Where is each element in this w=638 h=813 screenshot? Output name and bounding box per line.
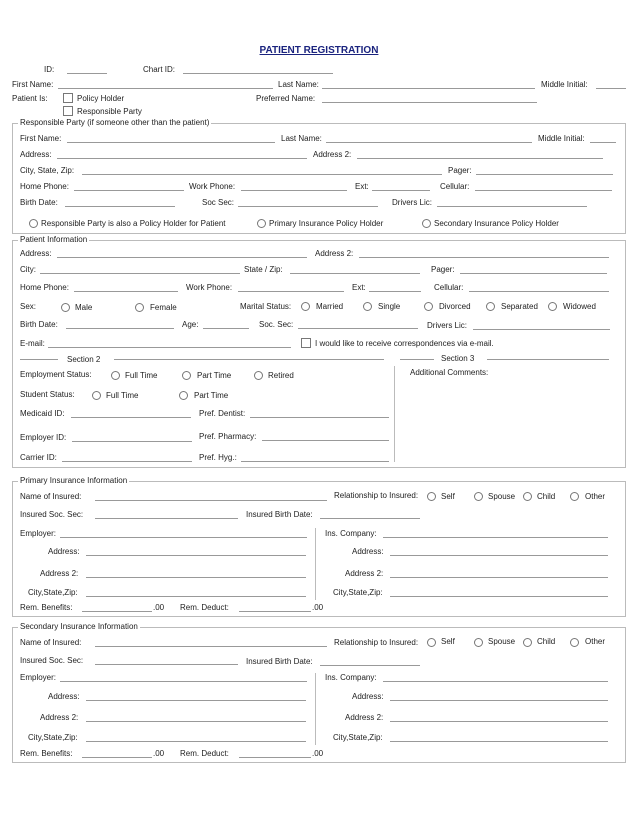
emp-part-time-label: Part Time bbox=[197, 371, 232, 380]
secondary-insurance-section bbox=[12, 627, 626, 763]
sec-other-radio[interactable] bbox=[570, 638, 579, 647]
rp-primary-holder-option: Primary Insurance Policy Holder bbox=[269, 219, 384, 228]
rp-first-name-field[interactable] bbox=[67, 142, 275, 143]
section2-label: Section 2 bbox=[67, 355, 101, 364]
middle-initial-field[interactable] bbox=[596, 88, 626, 89]
emp-part-time-radio[interactable] bbox=[182, 371, 191, 380]
pri-rem-deduct-label: Rem. Deduct: bbox=[180, 603, 229, 612]
pri-birth-field[interactable] bbox=[320, 518, 420, 519]
pri-self-radio[interactable] bbox=[427, 492, 436, 501]
sec-ins-address2-label: Address 2: bbox=[345, 713, 384, 722]
sec-other-label: Other bbox=[585, 637, 606, 646]
pri-address-label: Address: bbox=[48, 547, 80, 556]
rp-middle-initial-field[interactable] bbox=[590, 142, 616, 143]
sec-address2-field[interactable] bbox=[86, 721, 306, 722]
sec-birth-field[interactable] bbox=[320, 665, 420, 666]
rp-home-phone-field[interactable] bbox=[74, 190, 184, 191]
sec-employer-field[interactable] bbox=[60, 681, 307, 682]
section2-rule-left bbox=[20, 359, 58, 360]
pri-name-insured-label: Name of Insured: bbox=[20, 492, 82, 501]
pri-birth-label: Insured Birth Date: bbox=[246, 510, 313, 519]
rp-pager-label: Pager: bbox=[448, 166, 472, 175]
pri-soc-sec-field[interactable] bbox=[95, 518, 238, 519]
pt-ext-field[interactable] bbox=[369, 291, 421, 292]
pt-work-phone-label: Work Phone: bbox=[186, 283, 233, 292]
section2-rule-right bbox=[114, 359, 384, 360]
rp-work-phone-label: Work Phone: bbox=[189, 182, 236, 191]
sec-rem-benefits-label: Rem. Benefits: bbox=[20, 749, 73, 758]
pri-rem-benefits-field[interactable] bbox=[82, 611, 152, 612]
pt-address2-label: Address 2: bbox=[315, 249, 354, 258]
stu-part-time-radio[interactable] bbox=[179, 391, 188, 400]
pref-dentist-label: Pref. Dentist: bbox=[199, 409, 246, 418]
widowed-label: Widowed bbox=[563, 302, 596, 311]
pref-dentist-field[interactable] bbox=[250, 417, 389, 418]
pt-address-label: Address: bbox=[20, 249, 52, 258]
pref-hyg-label: Pref. Hyg.: bbox=[199, 453, 237, 462]
rp-city-label: City, State, Zip: bbox=[20, 166, 75, 175]
male-radio[interactable] bbox=[61, 303, 70, 312]
divorced-radio[interactable] bbox=[424, 302, 433, 311]
chart-id-label: Chart ID: bbox=[143, 65, 176, 74]
sec-name-insured-field[interactable] bbox=[95, 646, 327, 647]
employment-status-label: Employment Status: bbox=[20, 370, 92, 379]
sec-ins-company-label: Ins. Company: bbox=[325, 673, 377, 682]
last-name-field[interactable] bbox=[322, 88, 535, 89]
first-name-label: First Name: bbox=[12, 80, 54, 89]
sec-birth-label: Insured Birth Date: bbox=[246, 657, 313, 666]
pri-ins-city-field[interactable] bbox=[390, 596, 608, 597]
rp-secondary-holder-radio[interactable] bbox=[422, 219, 431, 228]
rp-soc-sec-label: Soc Sec: bbox=[202, 198, 235, 207]
emp-retired-label: Retired bbox=[268, 371, 294, 380]
pri-rem-deduct-cents: .00 bbox=[312, 603, 324, 612]
pt-birth-date-label: Birth Date: bbox=[20, 320, 58, 329]
carrier-id-field[interactable] bbox=[62, 461, 192, 462]
rp-secondary-holder-option: Secondary Insurance Policy Holder bbox=[434, 219, 559, 228]
pt-address-field[interactable] bbox=[57, 257, 307, 258]
responsible-party-checkbox[interactable] bbox=[63, 106, 73, 116]
additional-comments-area[interactable] bbox=[404, 380, 614, 460]
additional-comments-label: Additional Comments: bbox=[410, 368, 489, 377]
pri-spouse-label: Spouse bbox=[488, 492, 516, 501]
pri-rem-deduct-field[interactable] bbox=[239, 611, 311, 612]
pri-city-field[interactable] bbox=[86, 596, 306, 597]
medicaid-id-label: Medicaid ID: bbox=[20, 409, 65, 418]
pt-pager-field[interactable] bbox=[460, 273, 607, 274]
stu-full-time-label: Full Time bbox=[106, 391, 139, 400]
pt-city-field[interactable] bbox=[40, 273, 240, 274]
sec-rem-benefits-field[interactable] bbox=[82, 757, 152, 758]
student-status-label: Student Status: bbox=[20, 390, 75, 399]
middle-initial-label: Middle Initial: bbox=[541, 80, 588, 89]
pt-ext-label: Ext: bbox=[352, 283, 366, 292]
rp-home-phone-label: Home Phone: bbox=[20, 182, 69, 191]
id-label: ID: bbox=[44, 65, 55, 74]
pri-address-field[interactable] bbox=[86, 555, 306, 556]
preferred-name-field[interactable] bbox=[322, 102, 537, 103]
rp-last-name-label: Last Name: bbox=[281, 134, 322, 143]
sec-city-field[interactable] bbox=[86, 741, 306, 742]
pt-age-field[interactable] bbox=[203, 328, 249, 329]
rp-ext-field[interactable] bbox=[372, 190, 430, 191]
rp-pager-field[interactable] bbox=[476, 174, 613, 175]
pri-self-label: Self bbox=[441, 492, 455, 501]
sec-rem-deduct-cents: .00 bbox=[312, 749, 324, 758]
rp-primary-holder-radio[interactable] bbox=[257, 219, 266, 228]
sec-address-field[interactable] bbox=[86, 700, 306, 701]
patient-info-legend: Patient Information bbox=[20, 235, 88, 244]
pri-ins-address2-field[interactable] bbox=[390, 577, 608, 578]
sec-rem-deduct-field[interactable] bbox=[239, 757, 311, 758]
pri-child-radio[interactable] bbox=[523, 492, 532, 501]
pri-spouse-radio[interactable] bbox=[474, 492, 483, 501]
sec-ins-city-label: City,State,Zip: bbox=[333, 733, 383, 742]
separated-radio[interactable] bbox=[486, 302, 495, 311]
pt-email-field[interactable] bbox=[48, 347, 291, 348]
responsible-party-legend: Responsible Party (if someone other than the patient) bbox=[20, 118, 210, 127]
pref-hyg-field[interactable] bbox=[241, 461, 389, 462]
pt-pager-label: Pager: bbox=[431, 265, 455, 274]
stu-full-time-radio[interactable] bbox=[92, 391, 101, 400]
pri-rem-benefits-cents: .00 bbox=[153, 603, 165, 612]
sec-city-label: City,State,Zip: bbox=[28, 733, 78, 742]
sec-self-radio[interactable] bbox=[427, 638, 436, 647]
email-opt-in-label: I would like to receive correspondences via e-mail. bbox=[315, 339, 494, 348]
pri-rem-benefits-label: Rem. Benefits: bbox=[20, 603, 73, 612]
employer-id-field[interactable] bbox=[72, 441, 192, 442]
sec-rem-deduct-label: Rem. Deduct: bbox=[180, 749, 229, 758]
rp-ext-label: Ext: bbox=[355, 182, 369, 191]
emp-retired-radio[interactable] bbox=[254, 371, 263, 380]
pri-other-label: Other bbox=[585, 492, 606, 501]
rp-drivers-lic-field[interactable] bbox=[437, 206, 587, 207]
sec-relationship-label: Relationship to Insured: bbox=[334, 638, 419, 647]
pri-relationship-label: Relationship to Insured: bbox=[334, 491, 419, 500]
pri-name-insured-field[interactable] bbox=[95, 500, 327, 501]
female-radio[interactable] bbox=[135, 303, 144, 312]
pt-home-phone-field[interactable] bbox=[74, 291, 178, 292]
sec-rem-benefits-cents: .00 bbox=[153, 749, 165, 758]
female-label: Female bbox=[150, 303, 177, 312]
pri-ins-address-label: Address: bbox=[352, 547, 384, 556]
rp-birth-date-label: Birth Date: bbox=[20, 198, 58, 207]
employer-id-label: Employer ID: bbox=[20, 433, 67, 442]
rp-address-label: Address: bbox=[20, 150, 52, 159]
male-label: Male bbox=[75, 303, 93, 312]
pri-address2-label: Address 2: bbox=[40, 569, 79, 578]
sec-divider bbox=[315, 673, 316, 745]
pri-ins-city-label: City,State,Zip: bbox=[333, 588, 383, 597]
section3-rule-left bbox=[400, 359, 434, 360]
sec-employer-label: Employer: bbox=[20, 673, 57, 682]
pt-work-phone-field[interactable] bbox=[238, 291, 344, 292]
married-label: Married bbox=[316, 302, 344, 311]
rp-policy-holder-radio[interactable] bbox=[29, 219, 38, 228]
pt-drivers-lic-label: Drivers Lic: bbox=[427, 321, 468, 330]
email-opt-in-checkbox[interactable] bbox=[301, 338, 311, 348]
medicaid-id-field[interactable] bbox=[71, 417, 191, 418]
preferred-name-label: Preferred Name: bbox=[256, 94, 316, 103]
pt-home-phone-label: Home Phone: bbox=[20, 283, 69, 292]
first-name-field[interactable] bbox=[58, 88, 273, 89]
pt-cellular-label: Cellular: bbox=[434, 283, 464, 292]
pt-age-label: Age: bbox=[182, 320, 199, 329]
pt-state-zip-field[interactable] bbox=[290, 273, 420, 274]
rp-city-field[interactable] bbox=[82, 174, 442, 175]
pt-email-label: E-mail: bbox=[20, 339, 45, 348]
pri-address2-field[interactable] bbox=[86, 577, 306, 578]
pt-cellular-field[interactable] bbox=[469, 291, 609, 292]
rp-last-name-field[interactable] bbox=[326, 142, 532, 143]
pri-employer-label: Employer: bbox=[20, 529, 57, 538]
sec-soc-sec-field[interactable] bbox=[95, 664, 238, 665]
stu-part-time-label: Part Time bbox=[194, 391, 229, 400]
pt-soc-sec-field[interactable] bbox=[298, 328, 418, 329]
marital-status-label: Marital Status: bbox=[240, 302, 292, 311]
rp-soc-sec-field[interactable] bbox=[238, 206, 378, 207]
rp-middle-initial-label: Middle Initial: bbox=[538, 134, 585, 143]
separated-label: Separated bbox=[501, 302, 538, 311]
section-divider bbox=[394, 366, 395, 462]
sec-self-label: Self bbox=[441, 637, 455, 646]
sec-child-radio[interactable] bbox=[523, 638, 532, 647]
rp-cellular-field[interactable] bbox=[475, 190, 612, 191]
pri-ins-address-field[interactable] bbox=[390, 555, 608, 556]
rp-birth-date-field[interactable] bbox=[65, 206, 175, 207]
pt-drivers-lic-field[interactable] bbox=[473, 329, 610, 330]
emp-full-time-label: Full Time bbox=[125, 371, 158, 380]
pt-state-zip-label: State / Zip: bbox=[244, 265, 283, 274]
chart-id-field[interactable] bbox=[183, 73, 333, 74]
rp-cellular-label: Cellular: bbox=[440, 182, 470, 191]
sec-spouse-radio[interactable] bbox=[474, 638, 483, 647]
married-radio[interactable] bbox=[301, 302, 310, 311]
sec-ins-company-field[interactable] bbox=[383, 681, 608, 682]
sec-ins-address-label: Address: bbox=[352, 692, 384, 701]
sec-ins-address-field[interactable] bbox=[390, 700, 608, 701]
emp-full-time-radio[interactable] bbox=[111, 371, 120, 380]
pri-ins-address2-label: Address 2: bbox=[345, 569, 384, 578]
widowed-radio[interactable] bbox=[548, 302, 557, 311]
sec-address2-label: Address 2: bbox=[40, 713, 79, 722]
pt-address2-field[interactable] bbox=[359, 257, 609, 258]
primary-insurance-legend: Primary Insurance Information bbox=[20, 476, 128, 485]
responsible-party-label: Responsible Party bbox=[77, 107, 142, 116]
page-title: PATIENT REGISTRATION bbox=[259, 45, 379, 56]
pri-other-radio[interactable] bbox=[570, 492, 579, 501]
pt-sex-label: Sex: bbox=[20, 302, 37, 311]
pri-soc-sec-label: Insured Soc. Sec: bbox=[20, 510, 84, 519]
sec-spouse-label: Spouse bbox=[488, 637, 516, 646]
sec-address-label: Address: bbox=[48, 692, 80, 701]
pt-soc-sec-label: Soc. Sec: bbox=[259, 320, 294, 329]
rp-first-name-label: First Name: bbox=[20, 134, 62, 143]
patient-is-label: Patient Is: bbox=[12, 94, 48, 103]
policy-holder-checkbox[interactable] bbox=[63, 93, 73, 103]
single-label: Single bbox=[378, 302, 401, 311]
pt-birth-date-field[interactable] bbox=[66, 328, 174, 329]
last-name-label: Last Name: bbox=[278, 80, 319, 89]
single-radio[interactable] bbox=[363, 302, 372, 311]
pri-child-label: Child bbox=[537, 492, 556, 501]
policy-holder-label: Policy Holder bbox=[77, 94, 125, 103]
section3-label: Section 3 bbox=[441, 354, 475, 363]
pri-ins-company-label: Ins. Company: bbox=[325, 529, 377, 538]
pt-city-label: City: bbox=[20, 265, 36, 274]
section3-rule-right bbox=[487, 359, 609, 360]
id-field[interactable] bbox=[67, 73, 107, 74]
secondary-insurance-legend: Secondary Insurance Information bbox=[20, 622, 138, 631]
pri-employer-field[interactable] bbox=[60, 537, 307, 538]
sec-ins-address2-field[interactable] bbox=[390, 721, 608, 722]
pri-ins-company-field[interactable] bbox=[383, 537, 608, 538]
pri-divider bbox=[315, 528, 316, 600]
rp-address2-label: Address 2: bbox=[313, 150, 352, 159]
pref-pharmacy-field[interactable] bbox=[262, 440, 389, 441]
divorced-label: Divorced bbox=[439, 302, 471, 311]
sec-child-label: Child bbox=[537, 637, 556, 646]
pri-city-label: City,State,Zip: bbox=[28, 588, 78, 597]
rp-work-phone-field[interactable] bbox=[241, 190, 347, 191]
rp-policy-holder-option: Responsible Party is also a Policy Holder for Patient bbox=[41, 219, 226, 228]
carrier-id-label: Carrier ID: bbox=[20, 453, 57, 462]
rp-address-field[interactable] bbox=[57, 158, 307, 159]
pref-pharmacy-label: Pref. Pharmacy: bbox=[199, 432, 257, 441]
sec-name-insured-label: Name of Insured: bbox=[20, 638, 82, 647]
rp-drivers-lic-label: Drivers Lic: bbox=[392, 198, 433, 207]
sec-ins-city-field[interactable] bbox=[390, 741, 608, 742]
sec-soc-sec-label: Insured Soc. Sec: bbox=[20, 656, 84, 665]
rp-address2-field[interactable] bbox=[357, 158, 603, 159]
